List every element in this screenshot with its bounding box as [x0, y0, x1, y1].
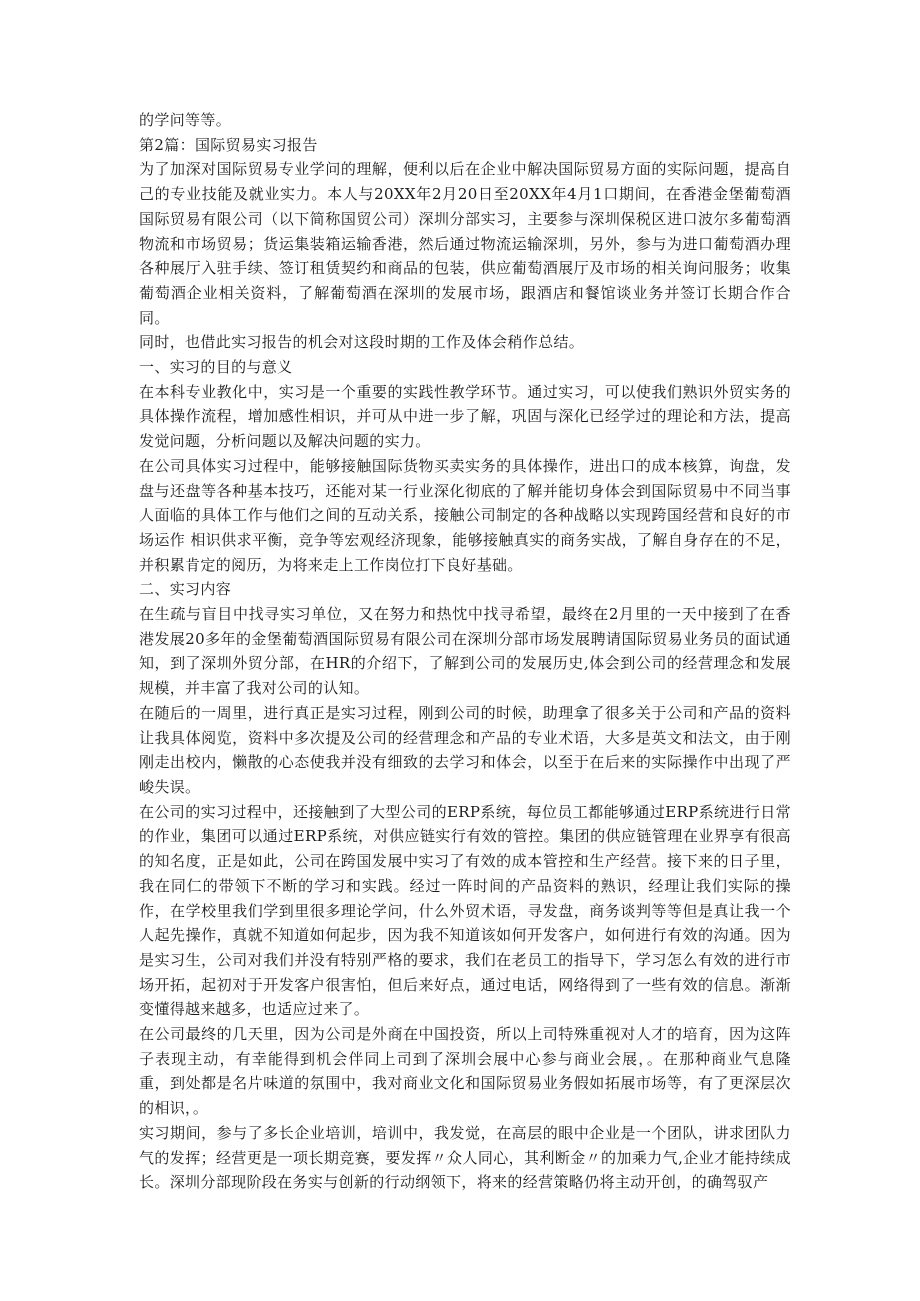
- document-body: [139, 108, 791, 1195]
- paragraph-content-3: 在公司的实习过程中，还接触到了大型公司的ERP系统，每位员工都能够通过ERP系统进行日常的作业，集团可以通过ERP系统，对供应链实行有效的管控。集团的供应链管理在业界享有很高的知名度，正是如此，公司在跨国发展中实习了有效的成本管控和生产经营。接下来的日子里，我在同仁的带领下不断的学习和实践。经过一阵时间的产品资料的熟识，经理让我们实际的操作，在学校里我们学到里很多理论学问，什么外贸术语，寻发盘，商务谈判等等但是真让我一个人起先操作，真就不知道如何起步，因为我不知道该如何开发客户，如何进行有效的沟通。因为是实习生，公司对我们并没有特别严格的要求，我们在老员工的指导下，学习怎么有效的进行市场开拓，起初对于开发客户很害怕，但后来好点，通过电话，网络得到了一些有效的信息。渐渐变懂得越来越多，也适应过来了。: [139, 802, 791, 1019]
- paragraph-content-5: 实习期间，参与了多长企业培训，培训中，我发觉，在高层的眼中企业是一个团队，讲求团队力气的发挥；经营更是一项长期竞赛，要发挥〃众人同心，其利断金〃的加乘力气,企业才能持续成长。深圳分部现阶段在务实与创新的行动纲领下，将来的经营策略仍将主动开创，的确驾驭产: [139, 1123, 791, 1192]
- heading-purpose: 一、实习的目的与意义: [139, 358, 293, 377]
- paragraph-content-4: 在公司最终的几天里，因为公司是外商在中国投资，所以上司特殊重视对人才的培育，因为这阵子表现主动，有幸能得到机会伴同上司到了深圳会展中心参与商业会展，。在那种商业气息隆重，到处都是名片味道的氛围中，我对商业文化和国际贸易业务假如拓展市场等，有了更深层次的相识，。: [139, 1025, 791, 1118]
- paragraph-purpose-2: 在公司具体实习过程中，能够接触国际货物买卖实务的具体操作，进出口的成本核算，询盘，发盘与还盘等各种基本技巧，还能对某一行业深化彻底的了解并能切身体会到国际贸易中不同当事人面临的具体工作与他们之间的互动关系，接触公司制定的各种战略以实现跨国经营和良好的市场运作 相识供求平衡，竞争等宏观经济现象，能够接触真实的商务实战，了解自身存在的不足，并积累肯定的阅历，为将来走上工作岗位打下良好基础。: [139, 456, 791, 574]
- paragraph-summary-note: 同时，也借此实习报告的机会对这段时期的工作及体会稍作总结。: [139, 333, 585, 352]
- paragraph-continuation: 的学问等等。: [139, 111, 232, 129]
- paragraph-intro: 为了加深对国际贸易专业学问的理解，便利以后在企业中解决国际贸易方面的实际问题，提高自己的专业技能及就业实力。本人与20XX年2月20日至20XX年4月1口期间，在香港金堡葡萄酒国际贸易有限公司（以下简称国贸公司）深圳分部实习，主要参与深圳保税区进口波尔多葡萄酒物流和市场贸易；货运集装箱运输香港，然后通过物流运输深圳，另外，参与为进口葡萄酒办理各种展厅入驻手续、签订租赁契约和商品的包装，供应葡萄酒展厅及市场的相关询问服务；收集葡萄酒企业相关资料，了解葡萄酒在深圳的发展市场，跟酒店和餐馆谈业务并签订长期合作合同。: [139, 160, 791, 327]
- section-title: 第2篇：国际贸易实习报告: [139, 135, 318, 154]
- paragraph-content-1: 在生疏与盲目中找寻实习单位，又在努力和热忱中找寻希望，最终在2月里的一天中接到了在香港发展20多年的金堡葡萄酒国际贸易有限公司在深圳分部市场发展聘请国际贸易业务员的面试通知，到了深圳外贸分部，在HR的介绍下，了解到公司的发展历史,体会到公司的经营理念和发展规模，并丰富了我对公司的认知。: [139, 605, 791, 698]
- paragraph-purpose-1: 在本科专业教化中，实习是一个重要的实践性教学环节。通过实习，可以使我们熟识外贸实务的具体操作流程，增加感性相识，并可从中进一步了解，巩固与深化已经学过的理论和方法，提高发觉问题，分析问题以及解决问题的实力。: [139, 382, 791, 451]
- paragraph-content-2: 在随后的一周里，进行真正是实习过程，刚到公司的时候，助理拿了很多关于公司和产品的资料让我具体阅览，资料中多次提及公司的经营理念和产品的专业术语，大多是英文和法文，由于刚刚走出校内，懒散的心态使我并没有细致的去学习和体会，以至于在后来的实际操作中出现了严峻失误。: [139, 703, 791, 796]
- heading-content: 二、实习内容: [139, 580, 232, 599]
